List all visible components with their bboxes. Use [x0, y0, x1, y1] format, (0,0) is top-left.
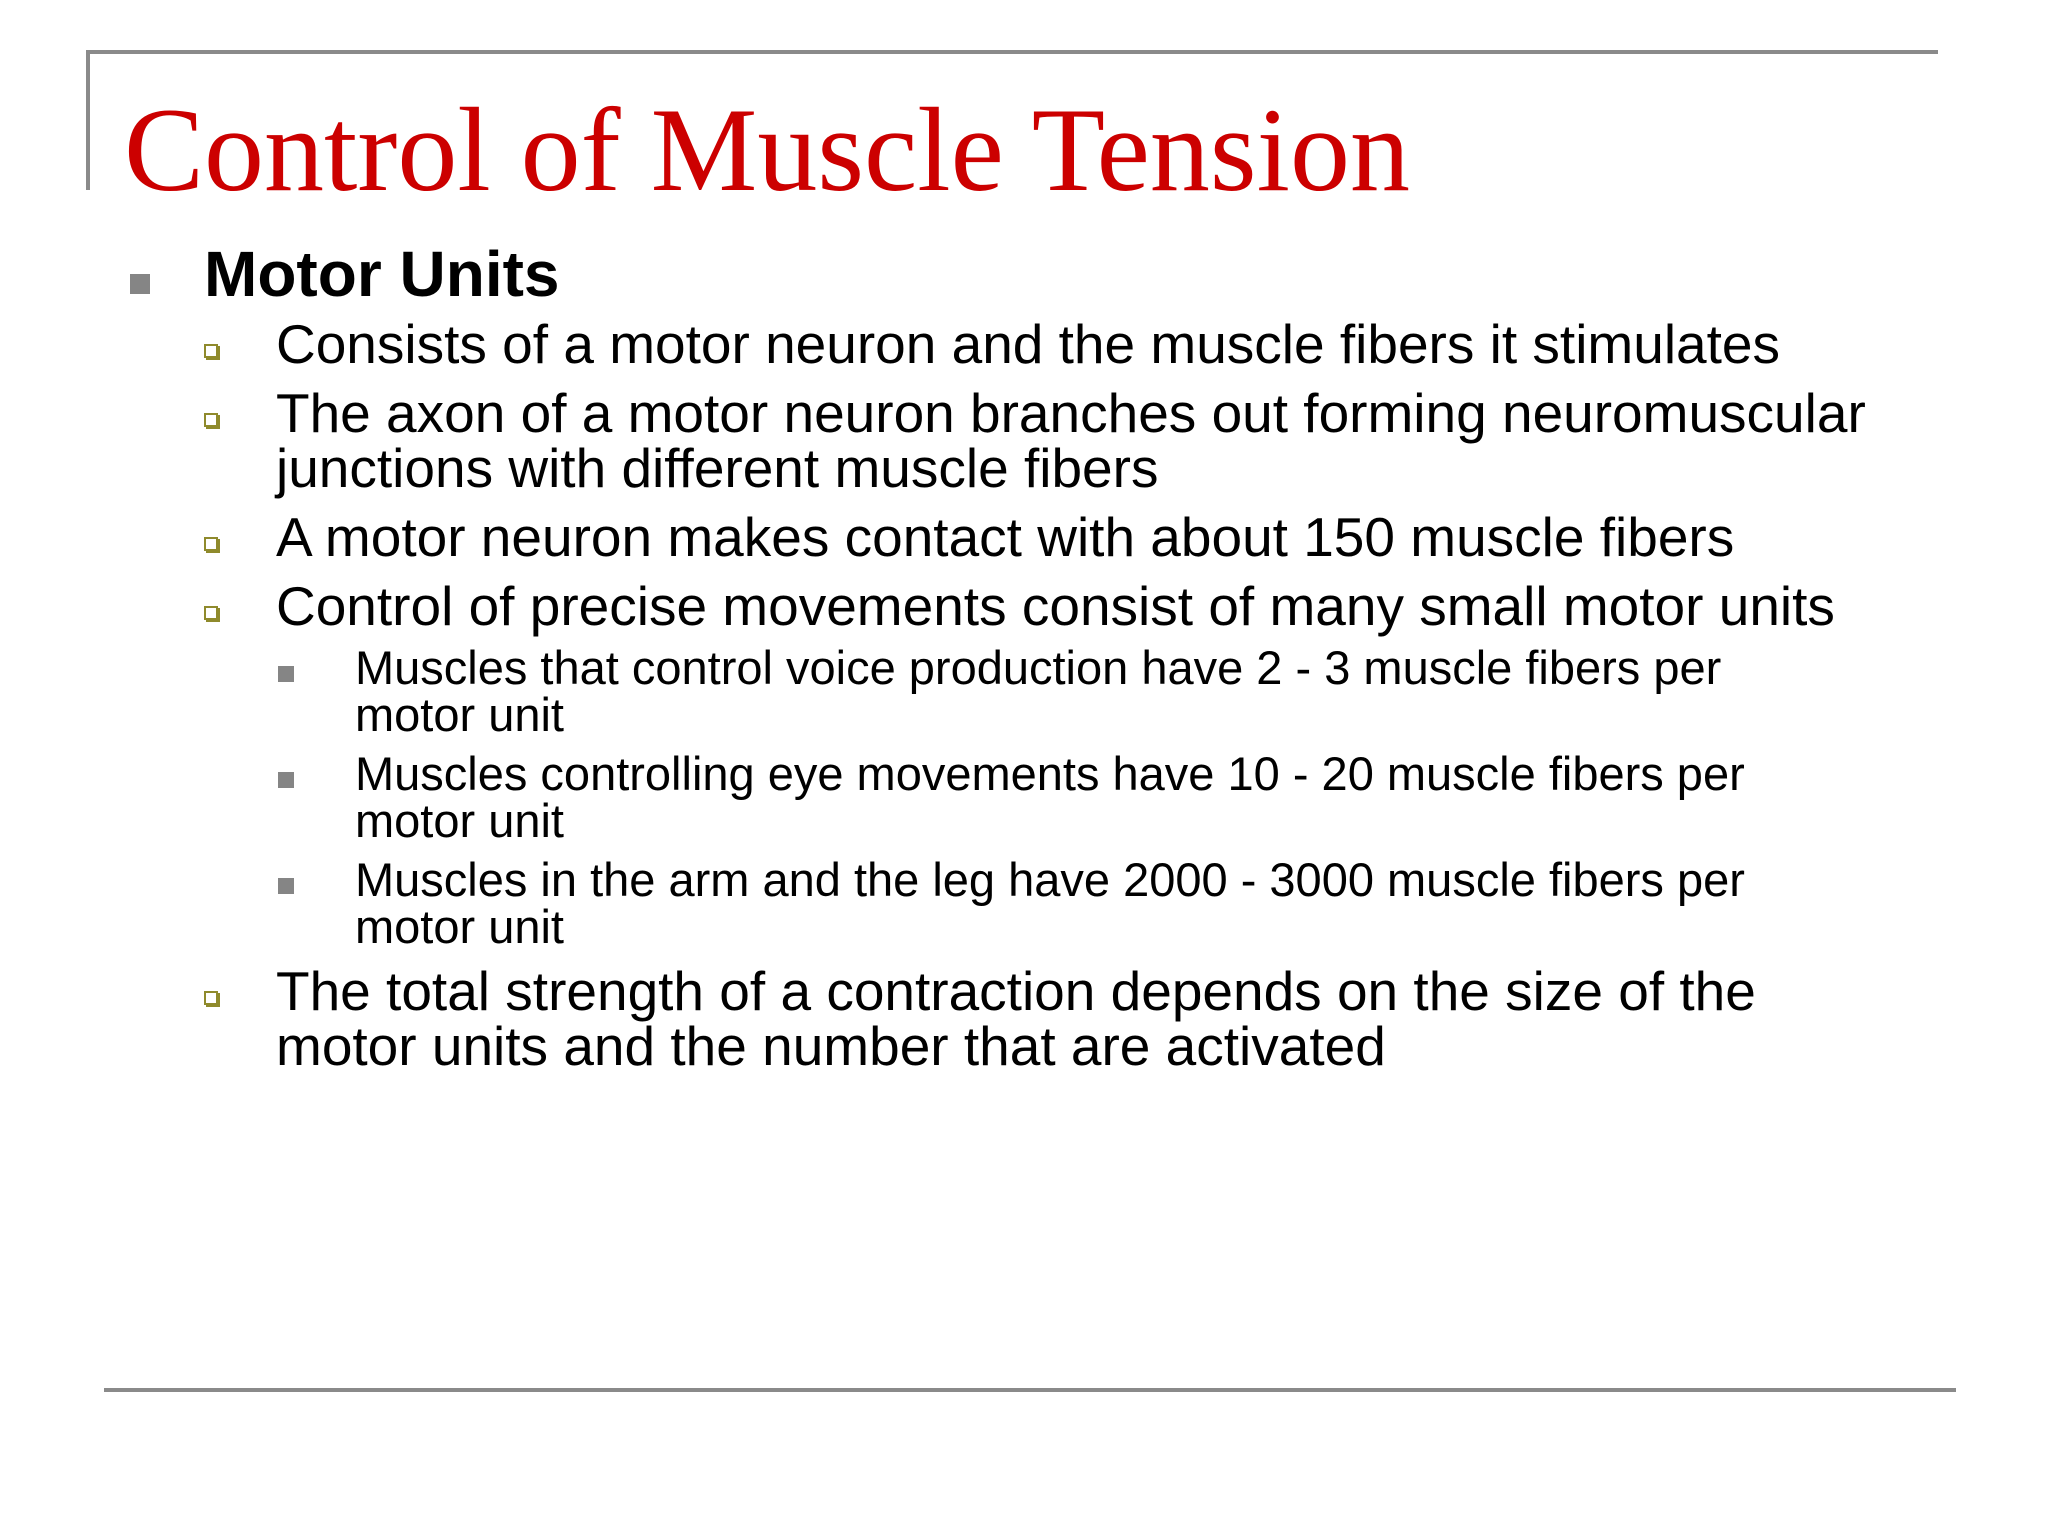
square-bullet-icon [278, 772, 294, 788]
sub-bullet-text: Consists of a motor neuron and the muscle fibers it stimulates [276, 312, 1781, 375]
sub-sub-bullet-text-line: Muscles controlling eye movements have 10 - 20 muscle fibers per [355, 746, 1745, 800]
bottom-frame-line [104, 1388, 1956, 1392]
sub-sub-bullet-text-line: motor unit [355, 793, 564, 847]
square-bullet-icon [278, 666, 294, 682]
top-frame-line [86, 50, 1938, 54]
sub-bullet-text-line: The total strength of a contraction depends on the size of the [276, 959, 1756, 1022]
sub-sub-bullet-text-line: Muscles in the arm and the leg have 2000 - 3000 muscle fibers per [355, 852, 1745, 906]
sub-sub-bullet [0, 640, 2048, 741]
slide-body [0, 238, 2048, 1077]
sub-bullet [0, 959, 2048, 1077]
checkbox-bullet-icon [204, 537, 218, 551]
sub-sub-bullet-text-line: motor unit [355, 899, 564, 953]
bullet-heading: Motor Units [204, 238, 560, 310]
sub-sub-bullet [0, 852, 2048, 953]
square-bullet-icon [130, 274, 150, 294]
checkbox-bullet-icon [204, 991, 218, 1005]
sub-bullet [0, 381, 2048, 499]
slide-title: Control of Muscle Tension [124, 83, 1410, 216]
sub-bullet-text: Control of precise movements consist of many small motor units [276, 574, 1835, 637]
sub-bullet [0, 312, 2048, 375]
sub-sub-bullet-text-line: Muscles that control voice production have 2 - 3 muscle fibers per [355, 640, 1722, 694]
sub-bullet-text-line: The axon of a motor neuron branches out forming neuromuscular [276, 381, 1866, 444]
sub-bullet-text-line: junctions with different muscle fibers [276, 436, 1159, 499]
checkbox-bullet-icon [204, 606, 218, 620]
bullet-motor-units [0, 238, 2048, 311]
sub-bullet-text: A motor neuron makes contact with about 150 muscle fibers [276, 505, 1735, 568]
sub-bullet [0, 505, 2048, 568]
checkbox-bullet-icon [204, 344, 218, 358]
sub-sub-bullet [0, 746, 2048, 847]
left-frame-line [86, 50, 90, 190]
checkbox-bullet-icon [204, 413, 218, 427]
square-bullet-icon [278, 878, 294, 894]
sub-bullet [0, 574, 2048, 637]
sub-sub-bullet-text-line: motor unit [355, 687, 564, 741]
sub-bullet-text-line: motor units and the number that are activated [276, 1014, 1386, 1077]
